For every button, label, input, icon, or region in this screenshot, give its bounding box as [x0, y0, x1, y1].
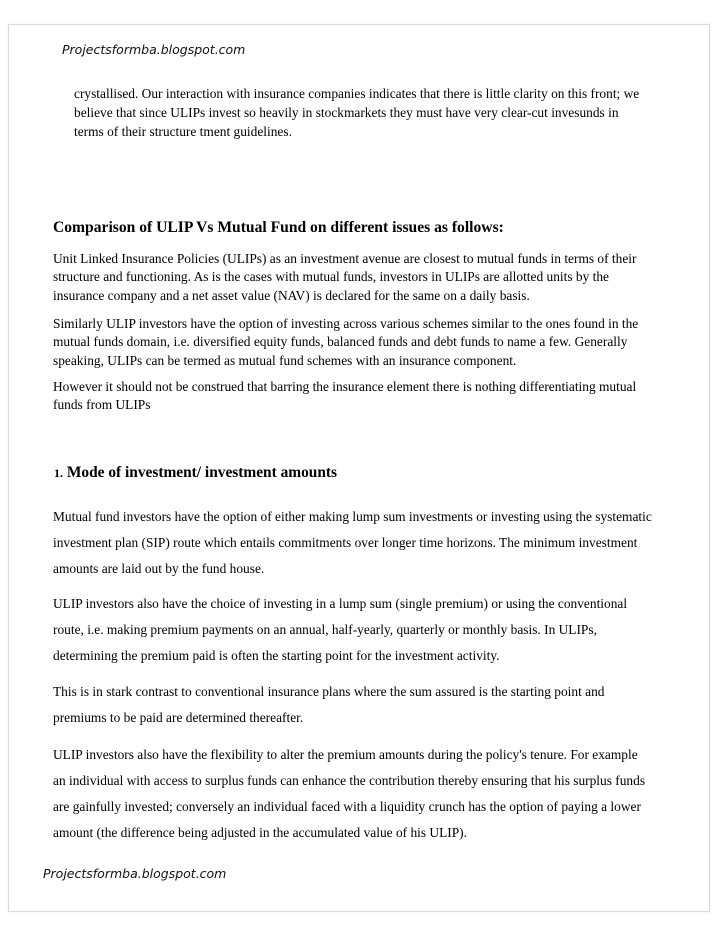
page-footer: Projectsformba.blogspot.com	[43, 866, 227, 881]
comparison-paragraph-2: Similarly ULIP investors have the option of investing across various schemes similar to the ones found in the mutual funds domain, i.e. diversified equity funds, balanced funds and debt funds to name a few. Generally speaking, ULIPs can be termed as mutual fund schemes with an insurance component.	[53, 316, 639, 368]
comparison-paragraph-1: Unit Linked Insurance Policies (ULIPs) as an investment avenue are closest to mutual funds in terms of their structure and functioning. As is the cases with mutual funds, investors in ULIPs are allotted units by the insurance company and a net asset value (NAV) is declared for the same on a daily basis.	[53, 251, 637, 303]
section-1-number: 1.	[54, 466, 63, 480]
section-1-title: Mode of investment/ investment amounts	[66, 464, 338, 481]
section-1-paragraph-2: ULIP investors also have the choice of investing in a lump sum (single premium) or using the conventional route, i.e. making premium payments on an annual, half-yearly, quarterly or monthly basis. In ULIPs, determining the premium paid is often the starting point for the investment activity.	[53, 596, 628, 663]
page-header: Projectsformba.blogspot.com	[62, 42, 246, 57]
intro-paragraph: crystallised. Our interaction with insurance companies indicates that there is little clarity on this front; we believe that since ULIPs invest so heavily in stockmarkets they must have very clear-cut invesunds in terms of their structure tment guidelines.	[74, 86, 640, 139]
section-1-heading	[54, 463, 337, 483]
comparison-heading: Comparison of ULIP Vs Mutual Fund on different issues as follows:	[53, 219, 504, 236]
section-1-paragraph-4: ULIP investors also have the flexibility to alter the premium amounts during the policy's tenure. For example an individual with access to surplus funds can enhance the contribution thereby ensuring that his surplus funds are gainfully invested; conversely an individual faced with a liquidity crunch has the option of paying a lower amount (the difference being adjusted in the accumulated value of his ULIP).	[53, 747, 646, 840]
section-1-paragraph-3: This is in stark contrast to conventional insurance plans where the sum assured is the starting point and premiums to be paid are determined thereafter.	[53, 684, 605, 725]
section-1-paragraph-1: Mutual fund investors have the option of either making lump sum investments or investing using the systematic investment plan (SIP) route which entails commitments over longer time horizons. The minimum investment amounts are laid out by the fund house.	[53, 509, 652, 576]
comparison-paragraph-3: However it should not be construed that barring the insurance element there is nothing differentiating mutual funds from ULIPs	[53, 379, 637, 413]
